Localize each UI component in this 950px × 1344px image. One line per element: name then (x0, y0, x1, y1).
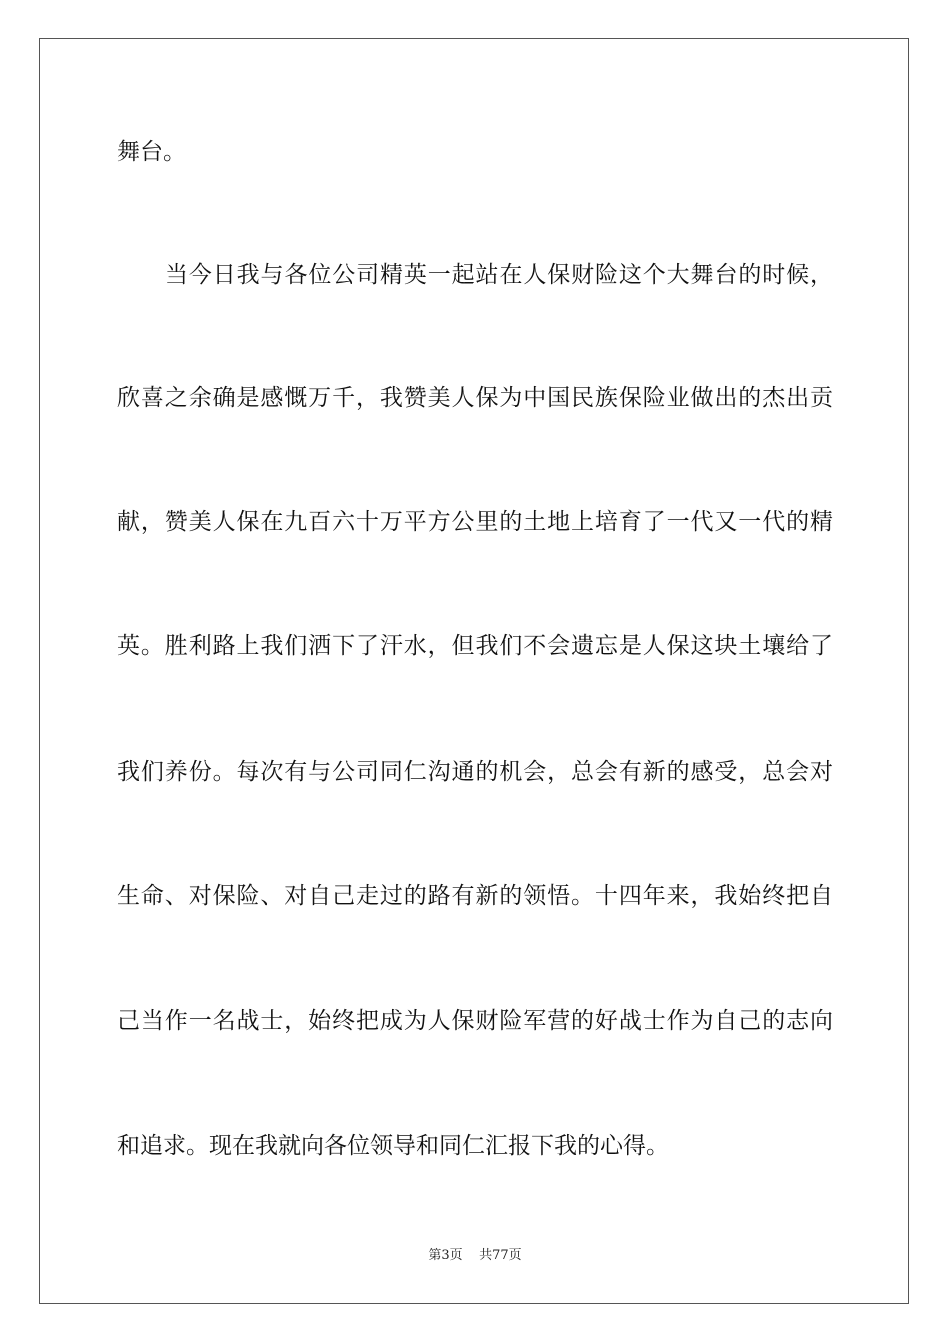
page-border (39, 38, 909, 1304)
text-line: 舞台。 (117, 139, 186, 165)
page-total: 共77页 (479, 1248, 522, 1263)
text-line: 当今日我与各位公司精英一起站在人保财险这个大舞台的时候， (165, 262, 833, 288)
text-line: 欣喜之余确是感慨万千，我赞美人保为中国民族保险业做出的杰出贡 (117, 385, 833, 411)
text-line: 我们养份。每次有与公司同仁沟通的机会，总会有新的感受，总会对 (117, 759, 833, 785)
text-line: 英。胜利路上我们洒下了汗水，但我们不会遗忘是人保这块土壤给了 (117, 633, 833, 659)
text-line: 献，赞美人保在九百六十万平方公里的土地上培育了一代又一代的精 (117, 509, 833, 535)
text-line: 生命、对保险、对自己走过的路有新的领悟。十四年来，我始终把自 (117, 883, 833, 909)
page-footer (0, 1247, 950, 1265)
text-line: 己当作一名战士，始终把成为人保财险军营的好战士作为自己的志向 (117, 1008, 833, 1034)
text-line: 和追求。现在我就向各位领导和同仁汇报下我的心得。 (117, 1133, 669, 1159)
page-number: 第3页 (428, 1248, 463, 1263)
